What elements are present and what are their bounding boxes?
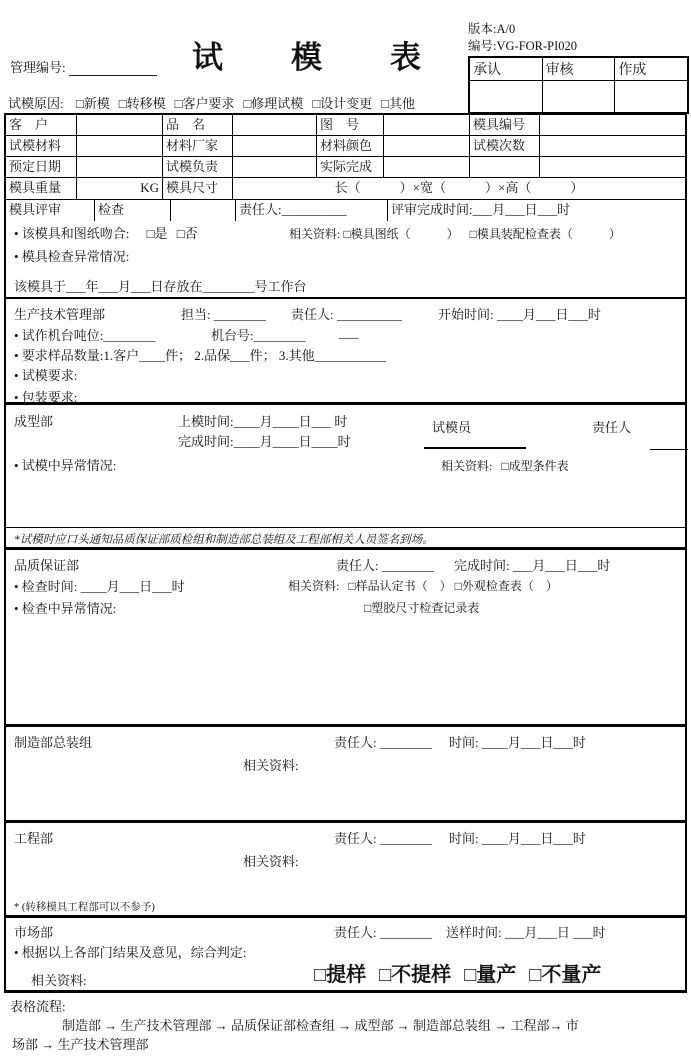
info-label-cell: 试模材料 [6,136,77,157]
qa-title: 品质保证部 [14,558,80,573]
info-label-cell: 材料颜色 [317,136,384,157]
sample-cert-checkbox[interactable]: □样品认定书（ ） [348,579,452,593]
related-docs-label: 相关资料: [243,758,299,773]
approval-header-review: 审核 [543,58,616,81]
qa-responsible: 责任人: ________ [336,558,434,573]
info-label-cell: 试模次数 [470,136,540,157]
mold-review-blank-cell[interactable] [171,200,236,221]
packing-requirement-label: • 包装要求: [14,390,78,405]
info-value-cell[interactable] [77,157,163,178]
info-label-cell: 试模负责 [163,157,233,178]
info-value-cell[interactable] [233,157,317,178]
plastic-dimension-record-checkbox[interactable]: □塑胶尺寸检查记录表 [364,601,480,615]
trial-reason-checkbox-5[interactable]: □其他 [381,96,416,111]
mold-review-label: 模具评审 [6,200,95,221]
related-docs-label: 相关资料: [441,459,493,473]
trial-reason-label: 试模原因: [8,96,64,111]
judgment-checkbox-2[interactable]: □量产 [464,964,517,986]
info-value-cell[interactable] [77,136,163,157]
assembly-section [6,724,685,820]
info-label-cell: 预定日期 [6,157,77,178]
related-docs-label: 相关资料: [288,579,340,593]
engineering-note: * (转移模具工程部可以不参予) [14,902,155,913]
trial-reason-checkbox-2[interactable]: □客户要求 [174,96,235,111]
drawing-fit-label: • 该模具和图纸吻合: [14,226,130,241]
mold-check-label: 检查 [95,200,171,221]
trial-reason-checkbox-1[interactable]: □转移模 [118,96,166,111]
page-title: 试 模 表 [192,40,423,75]
info-label-cell: 实际完成 [317,157,384,178]
info-value-cell[interactable] [540,136,685,157]
mold-weight-unit: KG [77,178,163,199]
market-send-time: 送样时间: ___月___日 ___时 [446,925,606,940]
related-docs-label: 相关资料: [289,227,341,241]
info-label-cell: 材料厂家 [163,136,233,157]
info-label-cell [470,157,540,178]
prod-tech-section [6,297,685,405]
mold-done-time: 完成时间:____月____日____时 [178,434,351,449]
related-docs-label: 相关资料: [243,854,299,869]
appearance-check-checkbox[interactable]: □外观检查表（ ） [454,579,558,593]
info-label-cell: 客 户 [6,115,77,136]
mold-review-section [6,199,685,297]
mold-storage-line: 该模具于___年___月___日存放在________号工作台 [14,279,307,294]
mold-review-finish-time: 评审完成时间:___月___日___时 [391,202,571,217]
form-flow-label: 表格流程: [10,999,66,1014]
trial-operator-label: 试模员 [432,420,472,435]
market-title: 市场部 [14,925,54,940]
management-number-blank[interactable] [69,61,157,76]
judgment-checkbox-1[interactable]: □不提样 [379,964,452,986]
molding-responsible-signature-blank[interactable] [650,435,688,450]
info-label-cell: 图 号 [317,115,384,136]
prod-tech-start-time: 开始时间: ____月___日___时 [438,307,601,322]
trial-reason-checkbox-0[interactable]: □新模 [75,96,110,111]
molding-section [6,402,685,527]
info-value-cell[interactable] [384,157,470,178]
notice-row [6,527,685,547]
assembly-time: 时间: ____月___日___时 [449,735,586,750]
market-responsible: 责任人: ________ [334,925,432,940]
engineering-responsible: 责任人: ________ [334,831,432,846]
market-judgment-line: • 根据以上各部门结果及意见，综合判定: [14,945,247,960]
basic-info-section [6,115,685,199]
judgment-checkbox-3[interactable]: □不量产 [529,964,602,986]
approval-header-approve: 承认 [470,58,543,81]
related-docs-label: 相关资料: [31,973,87,988]
mold-drawing-checkbox[interactable]: □模具图纸（ ） [343,227,459,241]
mold-size-value[interactable]: 长（ ）×宽（ ）×高（ ） [334,180,584,195]
trial-operator-signature-blank[interactable] [424,433,526,449]
info-value-cell[interactable] [233,136,317,157]
info-table [6,115,685,178]
trial-requirement-label: • 试模要求: [14,368,78,383]
management-number-label: 管理编号: [10,60,66,75]
trial-reason-options [67,96,415,111]
mold-up-time: 上模时间:____月____日___ 时 [178,414,348,429]
info-value-cell[interactable] [77,115,163,136]
molding-responsible-label: 责任人 [592,420,632,435]
prod-tech-title: 生产技术管理部 [14,307,106,322]
engineering-time: 时间: ____月___日___时 [449,831,586,846]
prod-tech-duty: 担当: ________ [181,307,266,322]
info-value-cell[interactable] [233,115,317,136]
mold-review-responsible: 责任人:__________ [236,200,388,221]
molding-abnormal-label: • 试模中异常情况: [14,458,117,473]
form-flow-line2: 场部 → 生产技术管理部 [12,1037,149,1052]
info-label-cell: 模具编号 [470,115,540,136]
prod-tech-responsible: 责任人: __________ [291,307,402,322]
qa-abnormal-label: • 检查中异常情况: [14,601,117,616]
info-value-cell[interactable] [384,136,470,157]
machine-number-label: 机台号:________ [211,328,306,343]
drawing-fit-row [14,223,198,242]
version-label: 版本:A/0 [468,22,516,36]
info-table-row4 [6,178,685,199]
judgment-checkbox-0[interactable]: □提样 [314,964,367,986]
approval-sign-cell[interactable] [615,81,687,112]
management-number-field [10,57,157,76]
mold-weight-label: 模具重量 [6,178,77,199]
info-label-cell: 品 名 [163,115,233,136]
sample-quantity-line: • 要求样品数量:1.客户____件； 2.品保___件； 3.其他___________ [14,348,387,363]
approval-sign-cell[interactable] [470,81,543,112]
molding-condition-sheet-checkbox[interactable]: □成型条件表 [501,459,569,473]
trial-reason-checkbox-3[interactable]: □修理试模 [243,96,304,111]
qa-check-time: • 检查时间: ____月___日___时 [14,579,185,594]
trial-notice-text: *试模时应口头通知品质保证部质检组和制造部总装组及工程部相关人员签名到场。 [14,534,434,546]
drawing-fit-no-checkbox[interactable]: □否 [176,226,198,241]
doc-number-label: 编号:VG-FOR-PI020 [468,39,578,53]
approval-sign-cell[interactable] [543,81,616,112]
form-flow-line1: 制造部 → 生产技术管理部 → 品质保证部检查组 → 成型部 → 制造部总装组 → 工程部→ 市 [62,1018,579,1033]
assembly-responsible: 责任人: ________ [334,735,432,750]
machine-number-extra-blank: ___ [339,325,359,340]
info-value-cell[interactable] [540,157,685,178]
qa-done-time: 完成时间: ___月___日___时 [454,558,611,573]
mold-size-label: 模具尺寸 [163,178,233,199]
mold-review-docs-row [289,225,621,242]
qa-docs-row [288,577,558,594]
engineering-section [6,820,685,915]
info-value-cell[interactable] [384,115,470,136]
drawing-fit-yes-checkbox[interactable]: □是 [146,226,168,241]
engineering-title: 工程部 [14,831,54,846]
molding-title: 成型部 [14,414,54,429]
trial-reason-row [8,93,415,112]
mold-check-abnormal-label: • 模具检查异常情况: [14,249,130,264]
form-body [4,113,687,993]
mold-assembly-check-checkbox[interactable]: □模具装配检查表（ ） [469,227,621,241]
approval-table [468,56,689,114]
approval-header-create: 作成 [615,58,687,81]
molding-docs-row [441,457,569,474]
assembly-title: 制造部总装组 [14,735,93,750]
trial-reason-checkbox-4[interactable]: □设计变更 [312,96,373,111]
market-section [6,915,685,990]
info-value-cell[interactable] [540,115,685,136]
judgment-options [314,958,601,987]
qa-section [6,547,685,724]
machine-tonnage-label: • 试作机台吨位:________ [14,328,156,343]
